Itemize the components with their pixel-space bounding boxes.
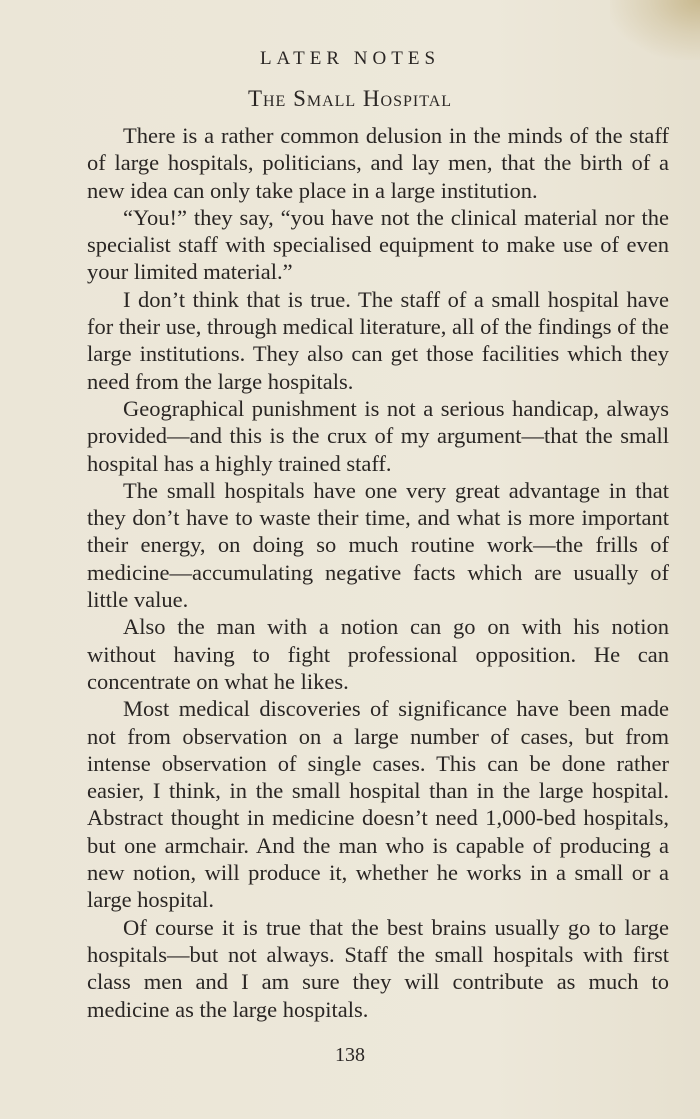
paragraph: Also the man with a notion can go on with his notion without having to fight professional opposition. He can concentrate on what he likes. — [87, 614, 669, 694]
section-title: The Small Hospital — [247, 86, 453, 111]
page-number: 138 — [335, 1044, 365, 1066]
body-text — [87, 122, 669, 1023]
paragraph: There is a rather common delusion in the minds of the staff of large hospitals, politicians, and lay men, that the birth of a new idea can only take place in a large institution. — [87, 123, 669, 203]
paragraph: Of course it is true that the best brains usually go to large hospitals—but not always. Staff the small hospitals with first class men and I am sure they will contribute as much to medicine as the large hospitals. — [87, 914, 669, 1022]
paragraph: The small hospitals have one very great advantage in that they don’t have to waste their time, and what is more important their energy, on doing so much routine work—the frills of medicine—accumulating negative facts which are usually of little value. — [87, 477, 669, 613]
paragraph: I don’t think that is true. The staff of a small hospital have for their use, through medical literature, all of the findings of the large institutions. They also can get those facilities which they need from the large hospitals. — [87, 286, 669, 394]
running-head: LATER NOTES — [259, 48, 441, 69]
paragraph: Geographical punishment is not a serious handicap, always provided—and this is the crux of my argument—that the small hospital has a highly trained staff. — [87, 395, 669, 476]
paragraph: Most medical discoveries of significance have been made not from observation on a large number of cases, but from intense observation of single cases. This can be done rather easier, I think, in the small hospital than in the large hospital. Abstract thought in medicine doesn’t need 1,000-bed hospitals, but one armchair. And the man who is capable of producing a new notion, will produce it, whether he works in a small or a large hospital. — [87, 696, 669, 913]
paragraph: “You!” they say, “you have not the clinical material nor the specialist staff with specialised equipment to make use of even your limited material.” — [87, 204, 669, 285]
